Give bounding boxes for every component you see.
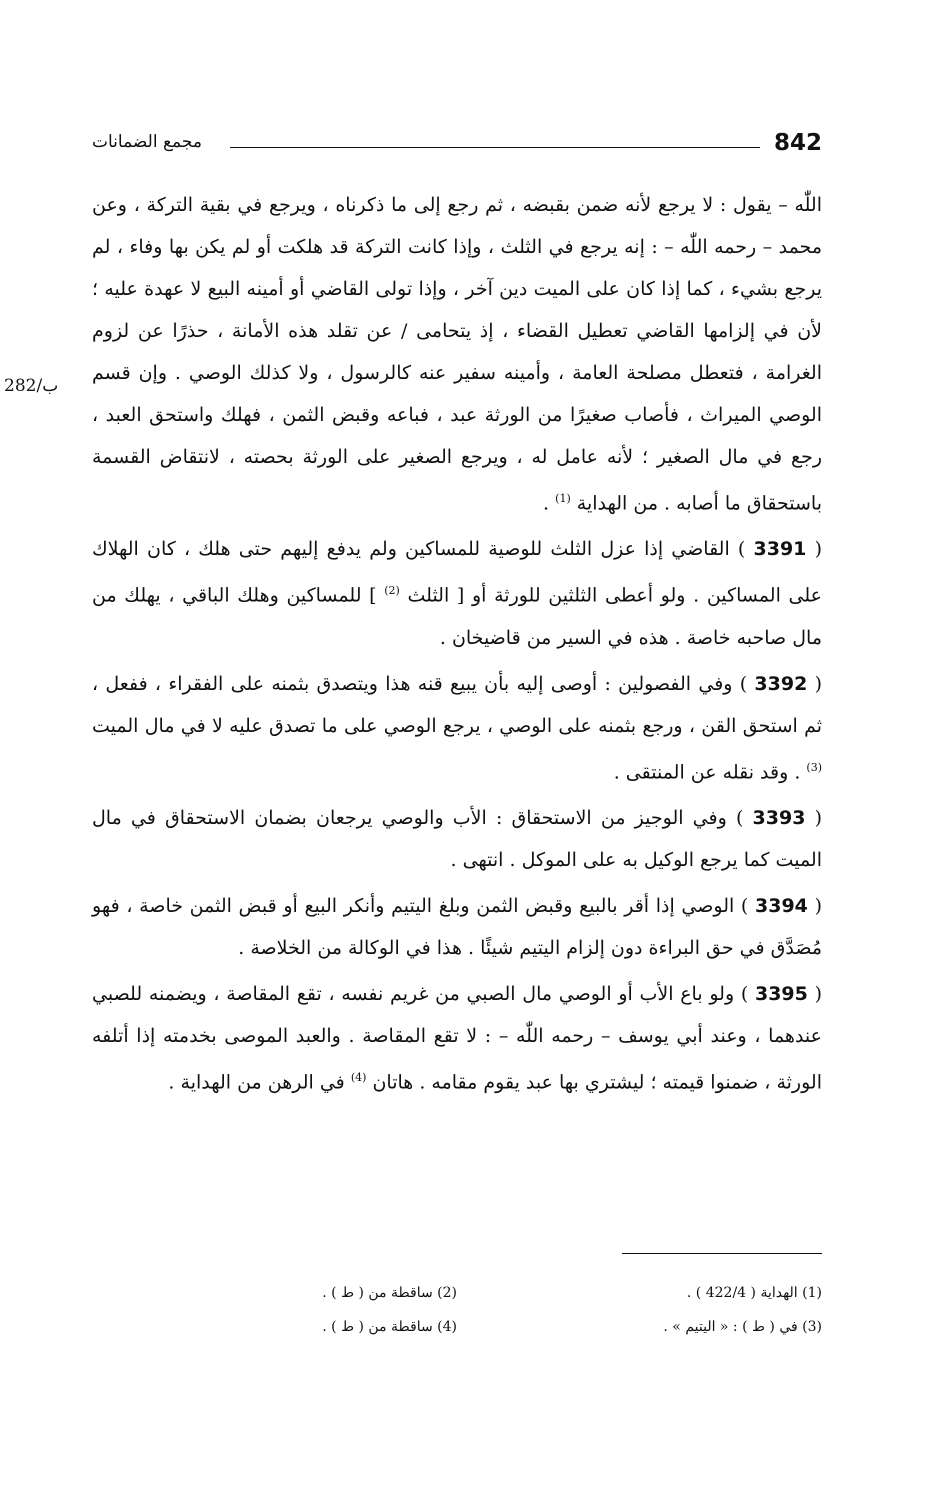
- paragraph-number: 3394: [755, 894, 808, 917]
- footnote-ref: (1): [555, 492, 571, 505]
- footnote-ref: (2): [384, 584, 400, 598]
- footnote-ref: (4): [350, 1070, 367, 1084]
- book-title: مجمع الضمانات: [92, 132, 202, 152]
- paragraph-text: . وقد نقله عن المنتقى .: [613, 760, 807, 783]
- footnote-separator: [622, 1253, 822, 1254]
- paragraph-3391: ( 3391 ) القاضي إذا عزل الثلث للوصية للمساكين ولم يدفع إليهم حتى هلك ، كان الهلاك على المساكين . ولو أعطى الثلثين للورثة أو [ الثلث $^{(2)}$ ] للمساكين وهلك الباقي ، يهلك من مال صاحبه خاصة . هذه في السير من قاضيخان .: [92, 538, 822, 649]
- paragraph-3395: ( 3395 ) ولو باع الأب أو الوصي مال الصبي من غريم نفسه ، تقع المقاصة ، ويضمنه للصبي عندهما ، وعند أبي يوسف – رحمه اللّٰه – : لا تقع المقاصة . والعبد الموصى بخدمته إذا أتلفه الورثة ، ضمنوا قيمته ؛ ليشتري بها عبد يقوم مقامه . هاتان $^{(4)}$ في الرهن من الهداية .: [92, 982, 823, 1094]
- paragraph-text: ) ولو باع الأب أو الوصي مال الصبي من غريم نفسه ، تقع المقاصة ، ويضمنه للصبي عندهما ، وعند أبي يوسف – رحمه اللّٰه – : لا تقع المقاصة . والعبد الموصى بخدمته إذا أتلفه الورثة ، ضمنوا قيمته ؛ ليشتري بها عبد يقوم مقامه . هاتان: [92, 982, 822, 1094]
- paragraph-number: 3393: [752, 806, 806, 829]
- paragraph-3393: ( 3393 ) وفي الوجيز من الاستحقاق : الأب والوصي يرجعان بضمان الاستحقاق في مال الميت كما يرجع الوكيل به على الموكل . انتهى .: [92, 806, 822, 871]
- footnote-1: (1) الهداية ( 422/4 ) .: [686, 1285, 822, 1301]
- paragraph-text: ] للمساكين وهلك الباقي ، يهلك من مال صاحبه خاصة . هذه في السير من قاضيخان .: [92, 584, 822, 649]
- paragraph-text: ) وفي الوجيز من الاستحقاق : الأب والوصي يرجعان بضمان الاستحقاق في مال الميت كما يرجع الوكيل به على الموكل . انتهى .: [92, 806, 822, 871]
- paragraph-continuation: [92, 184, 822, 524]
- page-header: [92, 128, 822, 168]
- header-rule: [230, 147, 760, 148]
- paragraph-number: 3395: [754, 982, 808, 1005]
- page-number: 842: [773, 130, 822, 156]
- paragraph-text: ) القاضي إذا عزل الثلث للوصية للمساكين ولم يدفع إليهم حتى هلك ، كان الهلاك على المساكين . ولو أعطى الثلثين للورثة أو [ الثلث: [92, 538, 822, 607]
- footnote-row: [92, 1285, 822, 1319]
- paragraph-text-end: .: [543, 492, 556, 515]
- paragraph-text: اللّٰه – يقول : لا يرجع لأنه ضمن بقبضه ، ثم رجع إلى ما ذكرناه ، ويرجع في بقية التركة ، وعن محمد – رحمه اللّٰه – : إنه يرجع في الثلث ، وإذا كانت التركة قد هلكت أو لم يكن بها وفاء ، لم يرجع بشيء ، كما إذا كان على الميت دين آخر ، وإذا تولى القاضي أو أمينه البيع لا عهدة عليه ؛ لأن في إلزامها القاضي تعطيل القضاء ، إذ يتحامى / عن تقلد هذه الأمانة ، حذرًا عن لزوم الغرامة ، فتعطل مصلحة العامة ، وأمينه سفير عنه كالرسول ، ولا كذلك الوصي . وإن قسم الوصي الميراث ، فأصاب صغيرًا من الورثة عبد ، فباعه وقبض الثمن ، فهلك واستحق العبد ، رجع في مال الصغير ؛ لأنه عامل له ، ويرجع الصغير على الورثة بحصته ، لانتقاض القسمة باستحقاق ما أصابه . من الهداية: [92, 194, 822, 515]
- paragraph-text: ) الوصي إذا أقر بالبيع وقبض الثمن وبلغ اليتيم وأنكر البيع أو قبض الثمن خاصة ، فهو مُصَدَّق في حق البراءة دون إلزام اليتيم شيئًا . هذا في الوكالة من الخلاصة .: [92, 894, 822, 959]
- paragraph-text: ) وفي الفصولين : أوصى إليه بأن يبيع قنه هذا ويتصدق بثمنه على الفقراء ، ففعل ، ثم استحق القن ، ورجع بثمنه على الوصي ، يرجع الوصي على ما تصدق عليه لا في مال الميت: [92, 672, 822, 737]
- footnotes: [92, 1285, 822, 1353]
- paragraph-number: 3392: [754, 672, 808, 695]
- footnote-2: (2) ساقطة من ( ط ) .: [322, 1285, 457, 1301]
- paragraph-3394: ( 3394 ) الوصي إذا أقر بالبيع وقبض الثمن وبلغ اليتيم وأنكر البيع أو قبض الثمن خاصة ، فهو مُصَدَّق في حق البراءة دون إلزام اليتيم شيئًا . هذا في الوكالة من الخلاصة .: [92, 894, 822, 959]
- paragraph-3392: ( 3392 ) وفي الفصولين : أوصى إليه بأن يبيع قنه هذا ويتصدق بثمنه على الفقراء ، ففعل ، ثم استحق القن ، ورجع بثمنه على الوصي ، يرجع الوصي على ما تصدق عليه لا في مال الميت $^{(3)}$ . وقد نقله عن المنتقى .: [92, 672, 823, 783]
- margin-folio-note: 282/ب: [4, 376, 59, 396]
- paragraph-number: 3391: [753, 538, 807, 561]
- paragraph-text: في الرهن من الهداية .: [168, 1071, 351, 1094]
- footnote-ref: (3): [806, 760, 822, 774]
- footnote-3: (3) في ( ط ) : « اليتيم » .: [663, 1319, 822, 1335]
- footnote-row: [92, 1319, 822, 1353]
- main-text: [92, 184, 822, 1107]
- footnote-4: (4) ساقطة من ( ط ) .: [322, 1319, 457, 1335]
